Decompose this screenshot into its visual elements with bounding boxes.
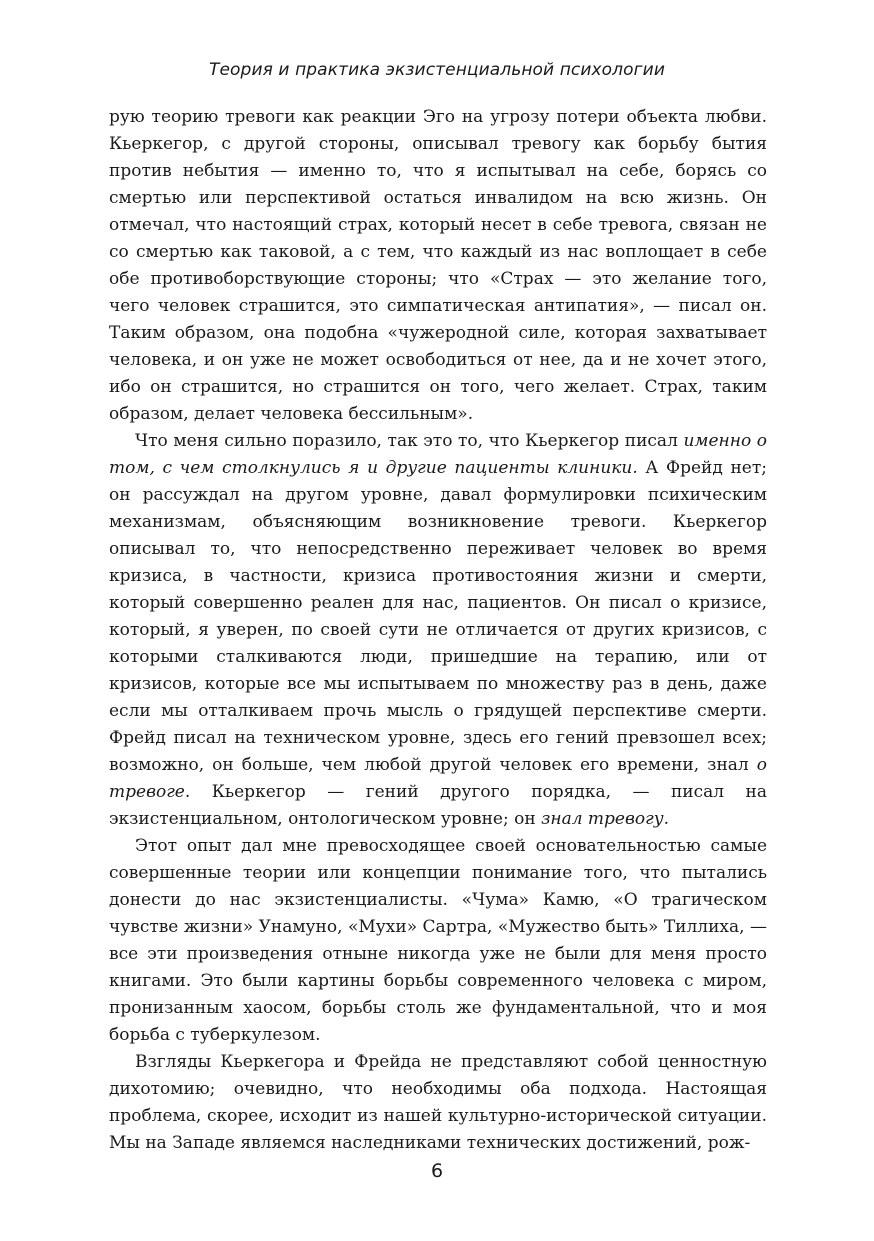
- text-run: рую теорию тревоги как реакции Эго на угрозу потери объекта любви. Кьеркегор, с другой стороны, описывал тревогу как борьбу бытия против небытия — именно то, что я испытывал на себе, борясь со смертью или перспективой остаться инвалидом на всю жизнь. Он отмечал, что настоящий страх, который несет в себе тревога, связан не со смертью как таковой, а с тем, что каждый из нас воплощает в себе обе противоборствующие стороны; что «Страх — это желание того, чего человек страшится, это симпатическая антипатия», — писал он. Таким образом, она подобна «чужеродной силе, которая захватывает человека, и он уже не может освободиться от нее, да и не хочет этого, ибо он страшится, но страшится он того, чего желает. Страх, таким образом, делает человека бессильным».: [109, 107, 767, 424]
- text-run: Что меня сильно поразило, так это то, что Кьеркегор писал: [135, 431, 684, 451]
- italic-text-run: знал тревогу.: [541, 809, 669, 829]
- paragraph-3: [109, 833, 767, 1049]
- text-run: Кьеркегор — гений другого порядка, — писал на экзистенциальном, онтологическом уровне; он: [109, 782, 767, 829]
- paragraph-2: [109, 428, 767, 833]
- paragraph-1: [109, 104, 767, 428]
- italic-text-run: именно о том, с чем столкнулись я и другие пациенты клиники.: [109, 431, 768, 478]
- text-run: Взгляды Кьеркегора и Фрейда не представляют собой ценностную дихотомию; очевидно, что необходимы оба подхода. Настоящая проблема, скорее, исходит из нашей культурно-исторической ситуации. Мы на Западе являемся наследниками технических достижений, рож-: [109, 1052, 767, 1153]
- page-number: 6: [430, 1160, 444, 1182]
- italic-text-run: о тревоге.: [109, 755, 767, 802]
- text-run: Этот опыт дал мне превосходящее своей основательностью самые совершенные теории или концепции понимание того, что пытались донести до нас экзистенциалисты. «Чума» Камю, «О трагическом чувстве жизни» Унамуно, «Мухи» Сартра, «Мужество быть» Тиллиха, — все эти произведения отныне никогда уже не были для меня просто книгами. Это были картины борьбы современного человека с миром, пронизанным хаосом, борьбы столь же фундаментальной, что и моя борьба с туберкулезом.: [109, 836, 767, 1045]
- body-text: [109, 104, 767, 1157]
- running-header: Теория и практика экзистенциальной психологии: [209, 60, 665, 80]
- paragraph-4: [109, 1049, 767, 1157]
- text-run: А Фрейд нет; он рассуждал на другом уровне, давал формулировки психическим механизмам, объясняющим возникновение тревоги. Кьеркегор описывал то, что непосредственно переживает человек во время кризиса, в частности, кризиса противостояния жизни и смерти, который совершенно реален для нас, пациентов. Он писал о кризисе, который, я уверен, по своей сути не отличается от других кризисов, с которыми сталкиваются люди, пришедшие на терапию, или от кризисов, которые все мы испытываем по множеству раз в день, даже если мы отталкиваем прочь мысль о грядущей перспективе смерти. Фрейд писал на техническом уровне, здесь его гений превзошел всех; возможно, он больше, чем любой другой человек его времени, знал: [109, 458, 767, 775]
